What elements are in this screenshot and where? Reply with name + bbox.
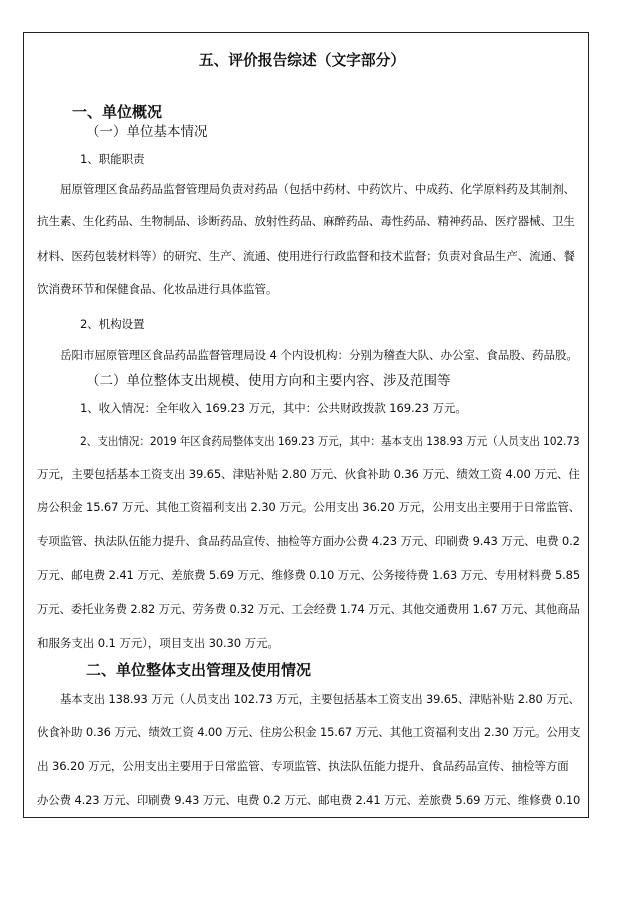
usage-line-3: 出 36.20 万元，公用支出主要用于日常监管、专项监管、执法队伍能力提升、食品药品宣传、抽检等方面 [37, 759, 569, 773]
expense-line-4: 专项监管、执法队伍能力提升、食品药品宣传、抽检等方面办公费 4.23 万元、印刷费 9.43 万元、电费 0.2 [37, 534, 580, 548]
usage-line-1: 基本支出 138.93 万元（人员支出 102.73 万元，主要包括基本工资支出 39.65、津贴补贴 2.80 万元、 [60, 692, 580, 706]
report-title: 五、评价报告综述（文字部分） [198, 51, 406, 69]
expense-line-3: 房公积金 15.67 万元、其他工资福利支出 2.30 万元。公用支出 36.20 万元，公用支出主要用于日常监管、 [37, 500, 581, 514]
subsection-1-heading: （一）单位基本情况 [86, 124, 208, 140]
duty-line-2: 抗生素、生化药品、生物制品、诊断药品、放射性药品、麻醉药品、毒性药品、精神药品、医疗器械、卫生 [37, 214, 575, 228]
item-2-label: 2、机构设置 [80, 317, 145, 331]
usage-line-4: 办公费 4.23 万元、印刷费 9.43 万元、电费 0.2 万元、邮电费 2.41 万元、差旅费 5.69 万元、维修费 0.10 [37, 793, 581, 807]
report-frame [23, 32, 589, 818]
expense-line-6: 万元、委托业务费 2.82 万元、劳务费 0.32 万元、工会经费 1.74 万元、其他交通费用 1.67 万元、其他商品 [37, 602, 580, 616]
expense-line-7: 和服务支出 0.1 万元），项目支出 30.30 万元。 [37, 636, 279, 650]
duty-line-4: 饮消费环节和保健食品、化妆品进行具体监管。 [37, 282, 278, 296]
expense-line-2: 万元，主要包括基本工资支出 39.65、津贴补贴 2.80 万元、伙食补助 0.36 万元、绩效工资 4.00 万元、住 [37, 467, 580, 481]
item-1-label: 1、职能职责 [80, 152, 145, 166]
section-2-heading: 二、单位整体支出管理及使用情况 [86, 661, 312, 679]
subsection-2-heading: （二）单位整体支出规模、使用方向和主要内容、涉及范围等 [86, 373, 451, 389]
expense-line-5: 万元、邮电费 2.41 万元、差旅费 5.69 万元、维修费 0.10 万元、公务接待费 1.63 万元、专用材料费 5.85 [37, 568, 580, 582]
income-line: 1、收入情况：全年收入 169.23 万元，其中：公共财政拨款 169.23 万元。 [80, 401, 467, 415]
section-1-heading: 一、单位概况 [72, 103, 163, 121]
duty-line-1: 屈原管理区食品药品监督管理局负责对药品（包括中药材、中药饮片、中成药、化学原料药及其制剂、 [60, 182, 575, 196]
expense-line-1: 2、支出情况：2019 年区食药局整体支出 169.23 万元，其中：基本支出 138.93 万元（人员支出 102.73 [80, 434, 580, 448]
usage-line-2: 伙食补助 0.36 万元、绩效工资 4.00 万元、住房公积金 15.67 万元、其他工资福利支出 2.30 万元。公用支 [37, 725, 581, 739]
org-line-1: 岳阳市屈原管理区食品药品监督管理局设 4 个内设机构：分别为稽查大队、办公室、食品股、药品股。 [60, 348, 578, 362]
duty-line-3: 材料、医药包装材料等）的研究、生产、流通、使用进行行政监督和技术监督；负责对食品生产、流通、餐 [37, 249, 575, 263]
